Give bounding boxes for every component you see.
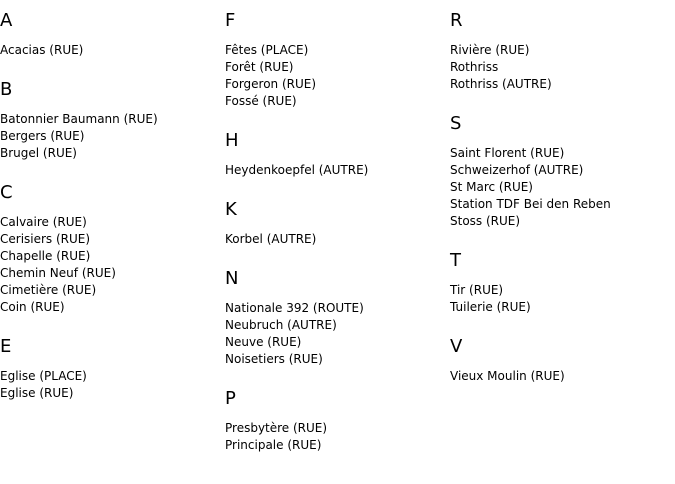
letter-group-s	[450, 113, 670, 230]
street-link-rothriss[interactable]: Rothriss	[450, 60, 499, 74]
street-link-saint-florent-rue[interactable]: Saint Florent (RUE)	[450, 146, 565, 160]
street-link-stoss-rue[interactable]: Stoss (RUE)	[450, 214, 521, 228]
street-list	[225, 231, 445, 248]
street-list-item	[450, 76, 670, 93]
letter-heading: T	[450, 250, 461, 271]
street-link-riviere-rue[interactable]: Rivière (RUE)	[450, 43, 530, 57]
street-list	[450, 145, 670, 230]
street-link-fetes-place[interactable]: Fêtes (PLACE)	[225, 43, 309, 57]
index-column	[450, 10, 670, 405]
letter-heading: E	[0, 336, 12, 357]
street-list-item	[450, 179, 670, 196]
street-list-item	[225, 231, 445, 248]
street-link-chemin-neuf-rue[interactable]: Chemin Neuf (RUE)	[0, 266, 116, 280]
index-column	[0, 10, 220, 422]
street-list-item	[0, 265, 220, 282]
street-link-st-marc-rue[interactable]: St Marc (RUE)	[450, 180, 533, 194]
street-list-item	[0, 42, 220, 59]
street-list-item	[450, 299, 670, 316]
street-list-item	[225, 42, 445, 59]
letter-heading: B	[0, 79, 13, 100]
street-list-item	[0, 299, 220, 316]
street-list-item	[225, 351, 445, 368]
street-link-chapelle-rue[interactable]: Chapelle (RUE)	[0, 249, 91, 263]
index-column	[225, 10, 445, 474]
street-list	[450, 42, 670, 93]
street-link-neubruch-autre[interactable]: Neubruch (AUTRE)	[225, 318, 337, 332]
street-list-item	[225, 162, 445, 179]
street-list-item	[0, 145, 220, 162]
letter-heading: K	[225, 199, 237, 220]
street-list-item	[0, 128, 220, 145]
street-list-item	[450, 213, 670, 230]
letter-heading: V	[450, 336, 463, 357]
street-link-tuilerie-rue[interactable]: Tuilerie (RUE)	[450, 300, 531, 314]
street-list-item	[450, 59, 670, 76]
letter-group-n	[225, 268, 445, 368]
letter-heading: H	[225, 130, 239, 151]
letter-heading: S	[450, 113, 462, 134]
street-list	[0, 214, 220, 316]
letter-heading: C	[0, 182, 13, 203]
street-list-item	[450, 145, 670, 162]
street-link-batonnier-baumann-rue[interactable]: Batonnier Baumann (RUE)	[0, 112, 158, 126]
letter-heading: N	[225, 268, 239, 289]
street-list-item	[225, 334, 445, 351]
street-link-calvaire-rue[interactable]: Calvaire (RUE)	[0, 215, 87, 229]
street-link-forgeron-rue[interactable]: Forgeron (RUE)	[225, 77, 317, 91]
street-list-item	[450, 42, 670, 59]
street-link-eglise-rue[interactable]: Eglise (RUE)	[0, 386, 74, 400]
street-link-korbel-autre[interactable]: Korbel (AUTRE)	[225, 232, 317, 246]
letter-group-f	[225, 10, 445, 110]
street-list	[225, 300, 445, 368]
street-link-neuve-rue[interactable]: Neuve (RUE)	[225, 335, 302, 349]
street-list	[0, 368, 220, 402]
street-list-item	[0, 111, 220, 128]
street-link-heydenkoepfel-autre[interactable]: Heydenkoepfel (AUTRE)	[225, 163, 369, 177]
letter-group-h	[225, 130, 445, 179]
street-link-cimetiere-rue[interactable]: Cimetière (RUE)	[0, 283, 97, 297]
street-list-item	[225, 317, 445, 334]
street-list-item	[450, 162, 670, 179]
street-list-item	[0, 231, 220, 248]
street-link-schweizerhof-autre[interactable]: Schweizerhof (AUTRE)	[450, 163, 584, 177]
letter-group-a	[0, 10, 220, 59]
street-list	[450, 282, 670, 316]
street-link-vieux-moulin-rue[interactable]: Vieux Moulin (RUE)	[450, 369, 565, 383]
letter-heading: P	[225, 388, 236, 409]
letter-group-r	[450, 10, 670, 93]
street-list-item	[450, 196, 670, 213]
street-list-item	[0, 368, 220, 385]
street-list	[0, 111, 220, 162]
street-list-item	[450, 368, 670, 385]
street-list-item	[225, 420, 445, 437]
street-link-fosse-rue[interactable]: Fossé (RUE)	[225, 94, 297, 108]
street-link-noisetiers-rue[interactable]: Noisetiers (RUE)	[225, 352, 323, 366]
street-link-bergers-rue[interactable]: Bergers (RUE)	[0, 129, 85, 143]
letter-group-t	[450, 250, 670, 316]
letter-heading: R	[450, 10, 463, 31]
street-list-item	[225, 93, 445, 110]
letter-heading: A	[0, 10, 13, 31]
letter-group-e	[0, 336, 220, 402]
street-list	[0, 42, 220, 59]
street-list-item	[225, 76, 445, 93]
street-list	[225, 162, 445, 179]
letter-heading: F	[225, 10, 236, 31]
letter-group-b	[0, 79, 220, 162]
letter-group-c	[0, 182, 220, 316]
street-list-item	[225, 437, 445, 454]
street-link-principale-rue[interactable]: Principale (RUE)	[225, 438, 322, 452]
street-list-item	[0, 248, 220, 265]
letter-group-v	[450, 336, 670, 385]
street-list-item	[0, 385, 220, 402]
street-link-cerisiers-rue[interactable]: Cerisiers (RUE)	[0, 232, 91, 246]
street-list-item	[0, 282, 220, 299]
street-list-item	[450, 282, 670, 299]
street-list-item	[225, 300, 445, 317]
street-link-brugel-rue[interactable]: Brugel (RUE)	[0, 146, 77, 160]
street-link-rothriss-autre[interactable]: Rothriss (AUTRE)	[450, 77, 552, 91]
street-link-coin-rue[interactable]: Coin (RUE)	[0, 300, 65, 314]
letter-group-p	[225, 388, 445, 454]
street-list	[450, 368, 670, 385]
street-link-nationale-392-route[interactable]: Nationale 392 (ROUTE)	[225, 301, 364, 315]
street-list-item	[0, 214, 220, 231]
street-link-acacias-rue[interactable]: Acacias (RUE)	[0, 43, 84, 57]
street-link-station-tdf-bei-den-reben[interactable]: Station TDF Bei den Reben	[450, 197, 611, 211]
street-link-foret-rue[interactable]: Forêt (RUE)	[225, 60, 294, 74]
letter-group-k	[225, 199, 445, 248]
street-list	[225, 420, 445, 454]
street-link-eglise-place[interactable]: Eglise (PLACE)	[0, 369, 87, 383]
street-list-item	[225, 59, 445, 76]
street-link-tir-rue[interactable]: Tir (RUE)	[450, 283, 504, 297]
street-link-presbytere-rue[interactable]: Presbytère (RUE)	[225, 421, 328, 435]
street-list	[225, 42, 445, 110]
